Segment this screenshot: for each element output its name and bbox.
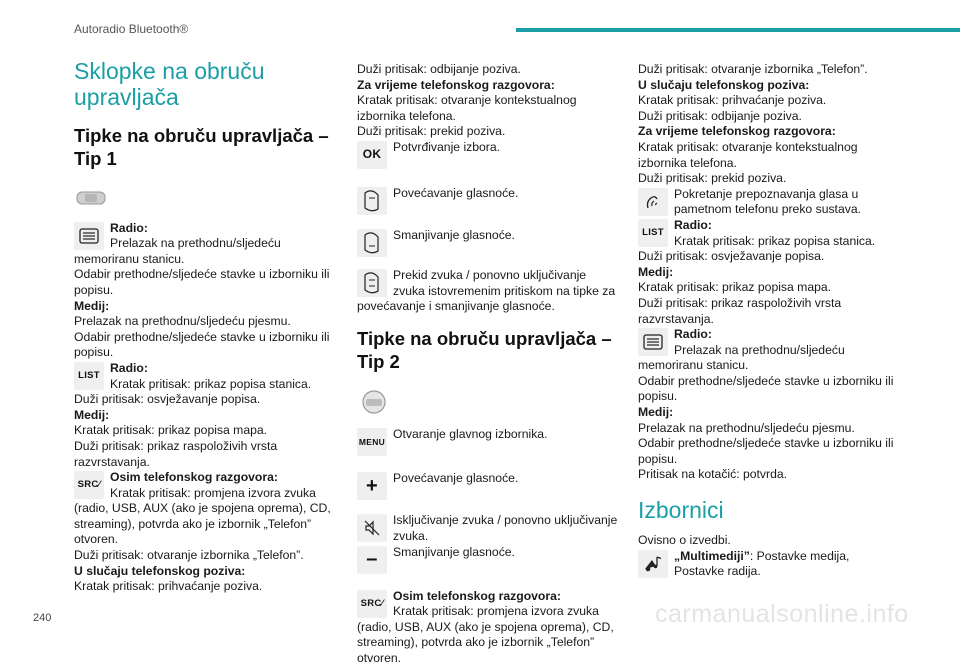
running-header: Autoradio Bluetooth® — [74, 22, 189, 36]
section-title-switches: Sklopke na obruču upravljača — [74, 58, 265, 110]
list-button-icon: LIST — [638, 219, 668, 247]
list-button-entry: LIST Radio: Kratak pritisak: prikaz popisa stanica. Duži pritisak: osvježavanje popisa. Medij: Kratak pritisak: prikaz popisa mapa. Duži pritisak: prikaz raspoloživih vrsta razvrstavanja. — [74, 360, 312, 469]
mute-speaker-icon — [357, 514, 387, 542]
list-button-icon: LIST — [74, 362, 104, 390]
mute-lever-icon — [357, 269, 387, 297]
thumbwheel-entry: Radio: Prelazak na prethodnu/sljedeću memoriranu stanicu. Odabir prethodne/sljedeće stavke u izborniku ili popisu. Medij: Prelazak na prethodnu/sljedeću pjesmu. Odabir prethodne/sljedeće stavke u izborniku ili popisu. — [74, 220, 330, 360]
volume-up-entry: Povećavanje glasnoće. — [357, 186, 619, 216]
header-accent-bar — [516, 28, 960, 32]
page-number: 240 — [33, 612, 52, 624]
column-2: Duži pritisak: odbijanje poziva. Za vrijeme telefonskog razgovora: Kratak pritisak: otvaranje kontekstualnog izbornika telefona. Duži pritisak: prekid poziva. OK Potvrđivanje izbora. Povećavanje glasnoće. Smanjivanje glasnoće. Prekid zvuka / ponovno uključivanje zvuka istovremenim pritiskom na tipke za povećavanje i smanjivanje glasnoće. Tipke na obruču upravljača – Tip 2 MENU Otvaranje glavnog izbornika. + Povećavanje glasnoće. Isključivanje zvuka / ponovno uključivanje zvuka. – Smanjivanje glasnoće. SRC ∕ Osim telefonskog razgovora: Kratak pritisak: promjena izvora zvuka (radio, USB, AUX (ako je spojena oprema), CD, streaming), potvrda ako je izbornik „Telefon” otvoren. — [357, 62, 618, 665]
ok-button-entry: OK Potvrđivanje izbora. — [357, 140, 619, 170]
section-title-menus: Izbornici — [638, 497, 724, 524]
plus-button-entry: + Povećavanje glasnoće. — [357, 471, 619, 501]
multimedia-icon — [638, 550, 668, 578]
src-button-icon: SRC ∕ — [74, 471, 104, 499]
watermark: carmanualsonline.info — [655, 600, 909, 628]
plus-icon: + — [357, 472, 387, 500]
ok-button-icon: OK — [357, 141, 387, 169]
steering-wheel-type1-icon — [74, 188, 108, 208]
src-button-icon: SRC ∕ — [357, 590, 387, 618]
steering-wheel-type2-icon — [357, 389, 391, 415]
volume-down-entry: Smanjivanje glasnoće. — [357, 228, 619, 258]
list-button-entry-type2: LIST Radio: Kratak pritisak: prikaz popisa stanica. Duži pritisak: osvježavanje popisa. Medij: Kratak pritisak: prikaz popisa mapa. Duži pritisak: prikaz raspoloživih vrsta razvrstavanja. — [638, 217, 876, 326]
multimedia-entry: „Multimediji”: Postavke medija, Postavke radija. — [638, 549, 900, 580]
thumbwheel-icon — [638, 328, 668, 356]
voice-recognition-icon — [638, 188, 668, 216]
subsection-title-type1: Tipke na obruču upravljača – Tip 1 — [74, 125, 329, 169]
subsection-title-type2: Tipke na obruču upravljača – Tip 2 — [357, 327, 612, 372]
minus-button-entry: – Smanjivanje glasnoće. — [357, 545, 619, 575]
thumbwheel-icon — [74, 222, 104, 250]
volume-up-lever-icon — [357, 187, 387, 215]
mute-entry: Prekid zvuka / ponovno uključivanje zvuka istovremenim pritiskom na tipke za povećavanje i smanjivanje glasnoće. — [357, 267, 616, 314]
src-button-entry-type2: SRC ∕ Osim telefonskog razgovora: Kratak pritisak: promjena izvora zvuka (radio, USB, AUX (ako je spojena oprema), CD, streaming), potvrda ako je izbornik „Telefon” otvoren. — [357, 588, 614, 665]
menu-button-icon: MENU — [357, 428, 387, 456]
column-1 — [74, 58, 336, 595]
voice-button-entry: Pokretanje prepoznavanja glasa u pametnom telefonu preko sustava. — [638, 187, 900, 218]
src-button-entry: SRC ∕ Osim telefonskog razgovora: Kratak pritisak: promjena izvora zvuka (radio, USB, AUX (ako je spojena oprema), CD, streaming), potvrda ako je izbornik „Telefon” otvoren. Duži pritisak: otvaranje izbornika „Telefon”. U slučaju telefonskog poziva: Kratak pritisak: prihvaćanje poziva. — [74, 470, 331, 594]
minus-icon: – — [357, 546, 387, 574]
column-3: Duži pritisak: otvaranje izbornika „Telefon”. U slučaju telefonskog poziva: Kratak pritisak: prihvaćanje poziva. Duži pritisak: odbijanje poziva. Za vrijeme telefonskog razgovora: Kratak pritisak: otvaranje kontekstualnog izbornika telefona. Duži pritisak: prekid poziva. Pokretanje prepoznavanja glasa u pametnom telefonu preko sustava. LIST Radio: Kratak pritisak: prikaz popisa stanica. Duži pritisak: osvježavanje popisa. Medij: Kratak pritisak: prikaz popisa mapa. Duži pritisak: prikaz raspoloživih vrsta razvrstavanja. Radio: Prelazak na prethodnu/sljedeću memoriranu stanicu. Odabir prethodne/sljedeće stavke u izborniku ili popisu. Medij: Prelazak na prethodnu/sljedeću pjesmu. Odabir prethodne/sljedeće stavke u izborniku ili popisu. Pritisak na kotačić: potvrda. Izbornici Ovisno o izvedbi. „Multimediji”: Postavke medija, Postavke radija. — [638, 62, 900, 580]
menu-button-entry: MENU Otvaranje glavnog izbornika. — [357, 427, 619, 457]
volume-down-lever-icon — [357, 229, 387, 257]
mute-button-entry: Isključivanje zvuka / ponovno uključivanje zvuka. — [357, 513, 619, 544]
thumbwheel-entry-type2: Radio: Prelazak na prethodnu/sljedeću memoriranu stanicu. Odabir prethodne/sljedeće stavke u izborniku ili popisu. Medij: Prelazak na prethodnu/sljedeću pjesmu. Odabir prethodne/sljedeće stavke u izborniku ili popisu. Pritisak na kotačić: potvrda. — [638, 327, 894, 482]
